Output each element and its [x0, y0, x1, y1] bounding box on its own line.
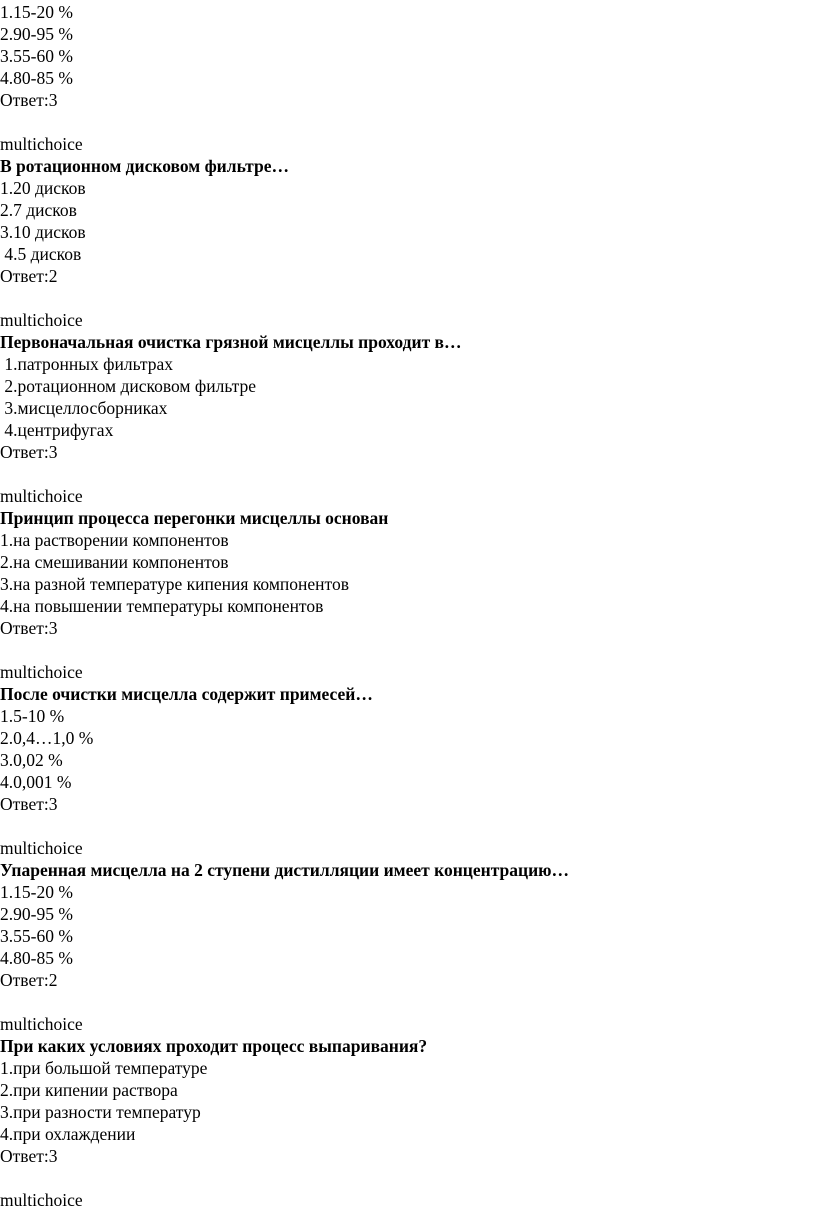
option-3: 3.0,02 % — [0, 750, 63, 770]
answer: Ответ:3 — [0, 442, 58, 462]
option-1: 1.15-20 % — [0, 882, 73, 902]
option-2: 2.90-95 % — [0, 904, 73, 924]
question-block-1 — [0, 133, 816, 287]
question-type: multichoice — [0, 1190, 83, 1210]
answer: Ответ:3 — [0, 1146, 58, 1166]
option-3: 3.55-60 % — [0, 46, 73, 66]
answer: Ответ:3 — [0, 794, 58, 814]
question-block-3 — [0, 485, 816, 639]
option-2: 2.7 дисков — [0, 200, 77, 220]
question-type: multichoice — [0, 134, 83, 154]
spacer — [0, 991, 816, 1013]
spacer — [0, 1167, 816, 1189]
option-4: 4.при охлаждении — [0, 1124, 136, 1144]
question-text: При каких условиях проходит процесс выпаривания? — [0, 1036, 428, 1056]
spacer — [0, 815, 816, 837]
lead-block — [0, 1, 816, 111]
answer: Ответ:3 — [0, 618, 58, 638]
option-3: 3.при разности температур — [0, 1102, 201, 1122]
option-4: 4.80-85 % — [0, 948, 73, 968]
option-1: 1.на растворении компонентов — [0, 530, 229, 550]
option-1: 1.5-10 % — [0, 706, 65, 726]
answer: Ответ:2 — [0, 970, 58, 990]
option-4: 4.5 дисков — [0, 244, 82, 264]
option-2: 2.90-95 % — [0, 24, 73, 44]
option-1: 1.15-20 % — [0, 2, 73, 22]
option-4: 4.0,001 % — [0, 772, 72, 792]
question-text: Принцип процесса перегонки мисцеллы основан — [0, 508, 389, 528]
spacer — [0, 287, 816, 309]
question-type: multichoice — [0, 486, 83, 506]
question-text: Первоначальная очистка грязной мисцеллы проходит в… — [0, 332, 462, 352]
option-3: 3.на разной температуре кипения компонентов — [0, 574, 349, 594]
option-2: 2.при кипении раствора — [0, 1080, 178, 1100]
question-type: multichoice — [0, 310, 83, 330]
option-1: 1.патронных фильтрах — [0, 354, 174, 374]
option-3: 3.55-60 % — [0, 926, 73, 946]
question-block-6 — [0, 1013, 816, 1167]
option-4: 4.на повышении температуры компонентов — [0, 596, 324, 616]
option-3: 3.10 дисков — [0, 222, 86, 242]
question-type: multichoice — [0, 1014, 83, 1034]
spacer — [0, 111, 816, 133]
question-block-5 — [0, 837, 816, 991]
option-3: 3.мисцеллосборниках — [0, 398, 168, 418]
answer: Ответ:2 — [0, 266, 58, 286]
question-type: multichoice — [0, 662, 83, 682]
option-1: 1.при большой температуре — [0, 1058, 208, 1078]
option-2: 2.0,4…1,0 % — [0, 728, 94, 748]
question-text: В ротационном дисковом фильтре… — [0, 156, 289, 176]
option-2: 2.ротационном дисковом фильтре — [0, 376, 257, 396]
option-2: 2.на смешивании компонентов — [0, 552, 229, 572]
question-text: После очистки мисцелла содержит примесей… — [0, 684, 373, 704]
spacer — [0, 463, 816, 485]
question-block-4 — [0, 661, 816, 815]
question-type: multichoice — [0, 838, 83, 858]
spacer — [0, 639, 816, 661]
answer: Ответ:3 — [0, 90, 58, 110]
question-text: Упаренная мисцелла на 2 ступени дистилляции имеет концентрацию… — [0, 860, 570, 880]
option-4: 4.80-85 % — [0, 68, 73, 88]
option-1: 1.20 дисков — [0, 178, 86, 198]
question-block-2 — [0, 309, 816, 463]
option-4: 4.центрифугах — [0, 420, 114, 440]
